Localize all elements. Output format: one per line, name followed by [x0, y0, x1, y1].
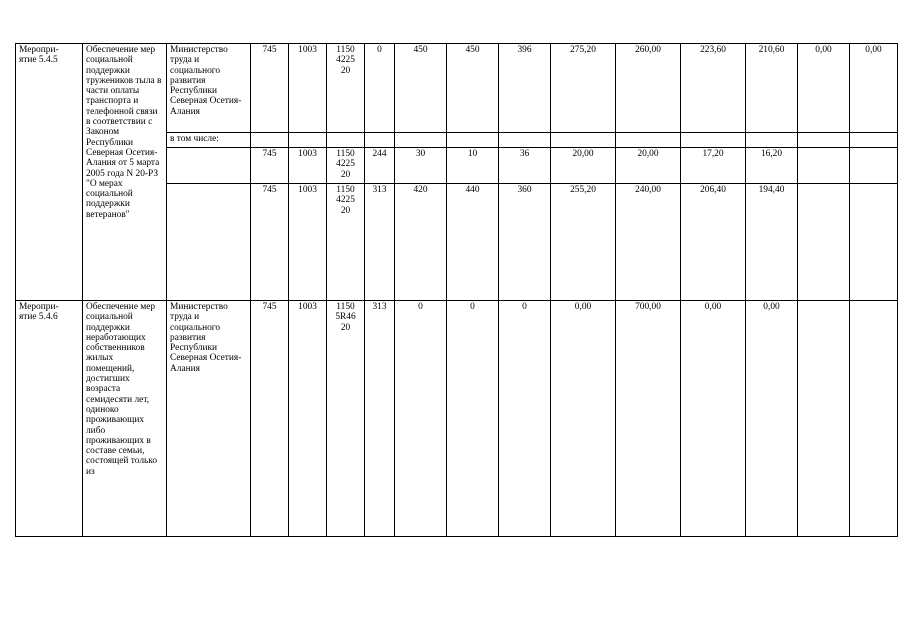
- budget-table: [15, 43, 898, 537]
- grbs-cell: 745: [251, 184, 289, 301]
- value-cell: 450: [447, 44, 499, 133]
- including-label-cell: в том числе:: [167, 133, 251, 148]
- empty-cell: [499, 133, 551, 148]
- value-cell: [798, 148, 850, 184]
- value-cell: 0: [499, 301, 551, 537]
- rzpr-cell: 1003: [289, 148, 327, 184]
- value-cell: 360: [499, 184, 551, 301]
- value-cell: [850, 184, 898, 301]
- executor-cell: Министерство труда и социального развития Республики Северная Осетия-Алания: [167, 301, 251, 537]
- rzpr-cell: 1003: [289, 184, 327, 301]
- grbs-cell: 745: [251, 301, 289, 537]
- csr-cell: 1150 4225 20: [327, 44, 365, 133]
- value-cell: 275,20: [551, 44, 616, 133]
- empty-cell: [798, 133, 850, 148]
- empty-cell: [850, 133, 898, 148]
- value-cell: 0: [447, 301, 499, 537]
- event-description-cell: Обеспечение мер социальной поддержки неработающих собственников жилых помещений, достигших возраста семидесяти лет, одиноко проживающих либо проживающих в составе семьи, состоящей только из: [83, 301, 167, 537]
- empty-cell: [447, 133, 499, 148]
- csr-cell: 1150 4225 20: [327, 148, 365, 184]
- value-cell: 240,00: [616, 184, 681, 301]
- empty-cell: [289, 133, 327, 148]
- value-cell: 0,00: [798, 44, 850, 133]
- value-cell: 30: [395, 148, 447, 184]
- csr-cell: 1150 5R46 20: [327, 301, 365, 537]
- empty-cell: [551, 133, 616, 148]
- value-cell: [798, 184, 850, 301]
- table-row: [16, 301, 898, 537]
- value-cell: 255,20: [551, 184, 616, 301]
- value-cell: 0: [395, 301, 447, 537]
- value-cell: 260,00: [616, 44, 681, 133]
- value-cell: 223,60: [681, 44, 746, 133]
- empty-cell: [365, 133, 395, 148]
- value-cell: 700,00: [616, 301, 681, 537]
- value-cell: 206,40: [681, 184, 746, 301]
- grbs-cell: 745: [251, 148, 289, 184]
- value-cell: [850, 148, 898, 184]
- value-cell: 210,60: [746, 44, 798, 133]
- empty-cell: [616, 133, 681, 148]
- executor-cell: Министерство труда и социального развития Республики Северная Осетия-Алания: [167, 44, 251, 133]
- csr-cell: 1150 4225 20: [327, 184, 365, 301]
- grbs-cell: 745: [251, 44, 289, 133]
- event-id-cell: Меропри- ятие 5.4.5: [16, 44, 83, 301]
- table-row: [16, 44, 898, 133]
- vr-cell: 313: [365, 301, 395, 537]
- value-cell: [850, 301, 898, 537]
- value-cell: 20,00: [551, 148, 616, 184]
- value-cell: 396: [499, 44, 551, 133]
- event-description-cell: Обеспечение мер социальной поддержки тружеников тыла в части оплаты транспорта и телефонной связи в соответствии с Законом Республики Северная Осетия-Алания от 5 марта 2005 года N 20-РЗ "О мерах социальной поддержки ветеранов": [83, 44, 167, 301]
- vr-cell: 0: [365, 44, 395, 133]
- vr-cell: 244: [365, 148, 395, 184]
- empty-cell: [327, 133, 365, 148]
- empty-cell: [681, 133, 746, 148]
- empty-cell: [395, 133, 447, 148]
- rzpr-cell: 1003: [289, 301, 327, 537]
- value-cell: 194,40: [746, 184, 798, 301]
- empty-cell: [167, 148, 251, 184]
- value-cell: 420: [395, 184, 447, 301]
- value-cell: 20,00: [616, 148, 681, 184]
- value-cell: 450: [395, 44, 447, 133]
- value-cell: 440: [447, 184, 499, 301]
- value-cell: 0,00: [850, 44, 898, 133]
- empty-cell: [746, 133, 798, 148]
- value-cell: 16,20: [746, 148, 798, 184]
- empty-cell: [251, 133, 289, 148]
- value-cell: 0,00: [681, 301, 746, 537]
- vr-cell: 313: [365, 184, 395, 301]
- value-cell: 10: [447, 148, 499, 184]
- value-cell: 36: [499, 148, 551, 184]
- empty-cell: [167, 184, 251, 301]
- rzpr-cell: 1003: [289, 44, 327, 133]
- value-cell: 0,00: [551, 301, 616, 537]
- event-id-cell: Меропри- ятие 5.4.6: [16, 301, 83, 537]
- value-cell: 17,20: [681, 148, 746, 184]
- value-cell: [798, 301, 850, 537]
- value-cell: 0,00: [746, 301, 798, 537]
